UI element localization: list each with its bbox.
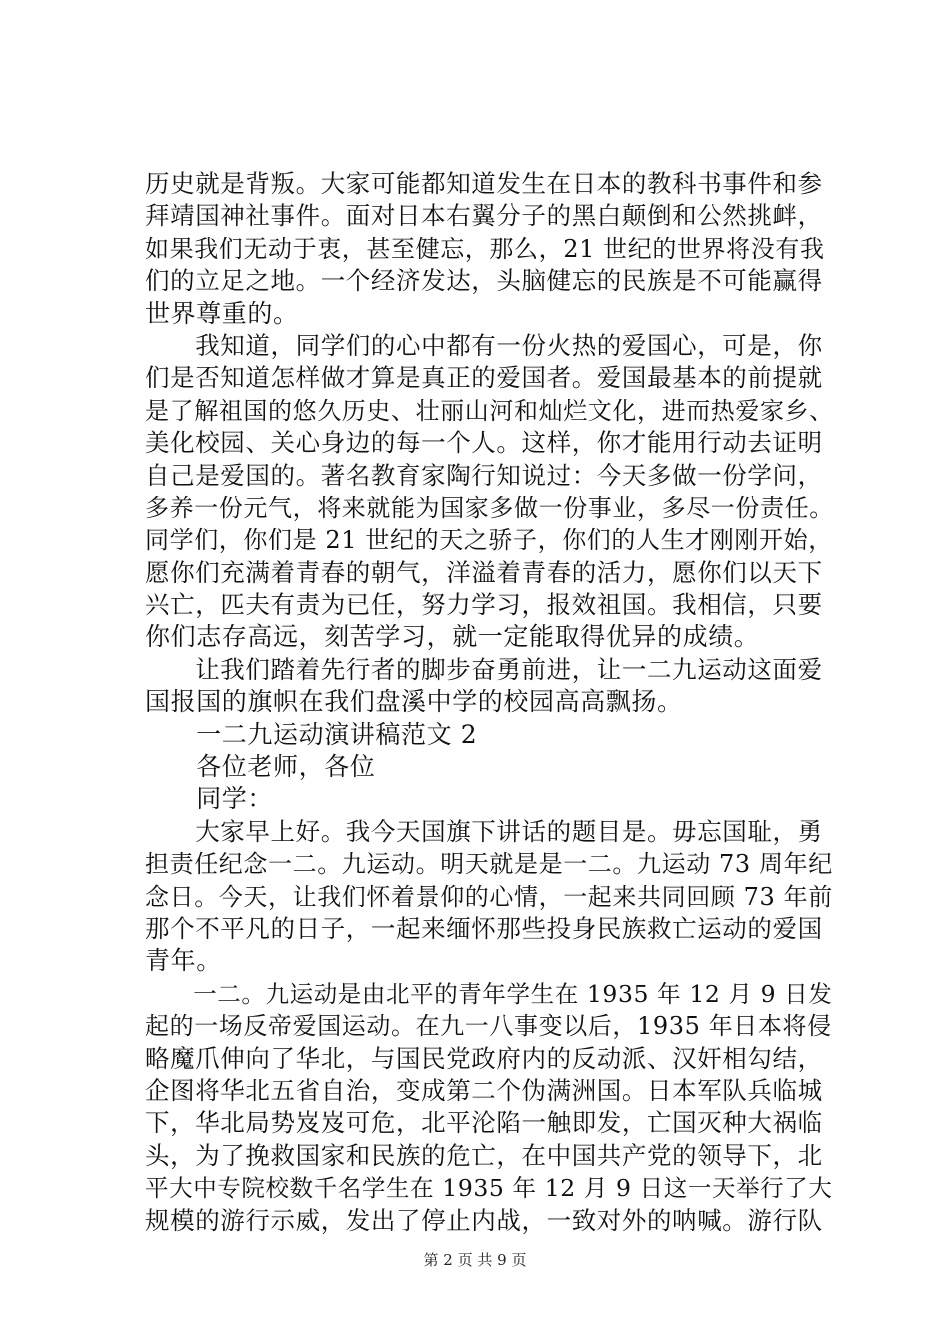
text-line: 国报国的旗帜在我们盘溪中学的校园高高飘扬。 (145, 687, 683, 717)
text-line: 规模的游行示威，发出了停止内战，一致对外的呐喊。游行队 (145, 1205, 823, 1235)
text-line: 如果我们无动于衷，甚至健忘，那么，21 世纪的世界将没有我 (145, 234, 825, 263)
text-line: 一二。九运动是由北平的青年学生在 1935 年 12 月 9 日发 (145, 979, 833, 1008)
text-line: 是了解祖国的悠久历史、壮丽山河和灿烂文化，进而热爱家乡、 (145, 396, 834, 425)
text-line: 美化校园、关心身边的每一个人。这样，你才能用行动去证明 (145, 428, 823, 458)
text-line: 那个不平凡的日子，一起来缅怀那些投身民族救亡运动的爱国 (145, 913, 823, 943)
text-line: 头，为了挽救国家和民族的危亡，在中国共产党的领导下，北 (145, 1140, 823, 1170)
text-line: 同学们，你们是 21 世纪的天之骄子，你们的人生才刚刚开始， (145, 526, 833, 555)
text-line: 略魔爪伸向了华北，与国民党政府内的反动派、汉奸相勾结， (145, 1043, 823, 1073)
page-footer: 第 2 页 共 9 页 (423, 1251, 527, 1269)
text-line: 自己是爱国的。著名教育家陶行知说过：今天多做一份学问， (145, 460, 823, 490)
text-line: 平大中专院校数千名学生在 1935 年 12 月 9 日这一天举行了大 (145, 1174, 833, 1203)
text-line: 一二九运动演讲稿范文 2 (145, 719, 478, 749)
text-line: 们是否知道怎样做才算是真正的爱国者。爱国最基本的前提就 (145, 363, 823, 393)
text-line: 念日。今天，让我们怀着景仰的心情，一起来共同回顾 73 年前 (145, 882, 833, 911)
text-line: 下，华北局势岌岌可危，北平沦陷一触即发，亡国灭种大祸临 (145, 1108, 823, 1138)
text-line: 愿你们充满着青春的朝气，洋溢着青春的活力，愿你们以天下 (145, 557, 823, 587)
text-line: 我知道，同学们的心中都有一份火热的爱国心，可是，你 (145, 330, 823, 360)
text-line: 担责任纪念一二。九运动。明天就是是一二。九运动 73 周年纪 (145, 850, 833, 879)
text-line: 大家早上好。我今天国旗下讲话的题目是。毋忘国耻，勇 (145, 816, 823, 846)
text-line: 各位老师，各位 (145, 752, 376, 782)
text-line: 拜靖国神社事件。面对日本右翼分子的黑白颠倒和公然挑衅， (145, 201, 823, 231)
document-body (145, 168, 835, 1237)
text-line: 世界尊重的。 (145, 298, 299, 328)
text-line: 企图将华北五省自治，变成第二个伪满洲国。日本军队兵临城 (145, 1075, 823, 1105)
text-line: 们的立足之地。一个经济发达，头脑健忘的民族是不可能赢得 (145, 266, 823, 296)
text-line: 青年。 (145, 946, 222, 976)
text-line: 历史就是背叛。大家可能都知道发生在日本的教科书事件和参 (145, 169, 823, 198)
text-line: 兴亡，匹夫有责为已任，努力学习，报效祖国。我相信，只要 (145, 590, 823, 620)
text-line: 让我们踏着先行者的脚步奋勇前进，让一二九运动这面爱 (145, 654, 823, 684)
text-line: 你们志存高远，刻苦学习，就一定能取得优异的成绩。 (145, 622, 760, 652)
text-line: 同学： (145, 784, 274, 814)
text-line: 多养一份元气，将来就能为国家多做一份事业，多尽一份责任。 (145, 493, 834, 522)
text-line: 起的一场反帝爱国运动。在九一八事变以后，1935 年日本将侵 (145, 1012, 832, 1041)
